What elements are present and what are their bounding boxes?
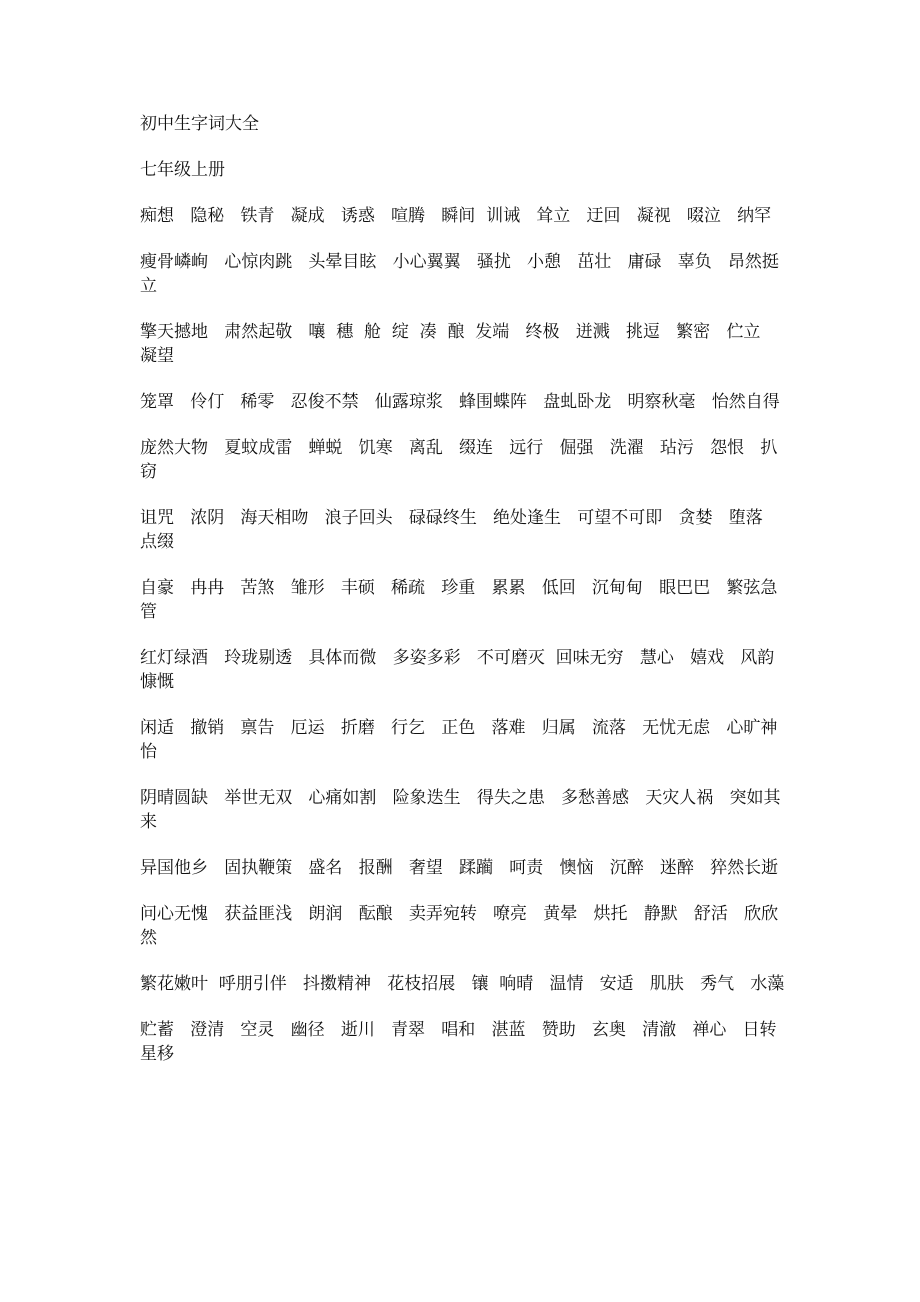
vocab-paragraph: 庞然大物 夏蚊成雷 蝉蜕 饥寒 离乱 缀连 远行 倔强 洗濯 玷污 怨恨 扒窃 <box>140 438 778 482</box>
vocab-paragraph: 异国他乡 固执鞭策 盛名 报酬 奢望 蹂躏 呵责 懊恼 沉醉 迷醉 猝然长逝 <box>140 858 779 878</box>
document-body <box>140 112 792 1088</box>
vocab-paragraph: 问心无愧 获益匪浅 朗润 酝酿 卖弄宛转 嘹亮 黄晕 烘托 静默 舒活 欣欣然 <box>140 904 779 948</box>
vocab-paragraph: 诅咒 浓阴 海天相吻 浪子回头 碌碌终生 绝处逢生 可望不可即 贪婪 堕落 点缀 <box>140 508 779 552</box>
vocab-paragraph: 闲适 撤销 禀告 厄运 折磨 行乞 正色 落难 归属 流落 无忧无虑 心旷神怡 <box>140 718 778 762</box>
section-heading: 七年级上册 <box>140 160 225 180</box>
vocab-paragraph: 痴想 隐秘 铁青 凝成 诱惑 喧腾 瞬间 训诫 耸立 迂回 凝视 啜泣 纳罕 <box>140 206 772 226</box>
vocab-paragraph: 瘦骨嶙峋 心惊肉跳 头晕目眩 小心翼翼 骚扰 小憩 茁壮 庸碌 辜负 昂然挺立 <box>140 252 779 296</box>
vocab-paragraph: 阴晴圆缺 举世无双 心痛如割 险象迭生 得失之患 多愁善感 天灾人祸 突如其来 <box>140 788 781 832</box>
vocab-paragraph: 贮蓄 澄清 空灵 幽径 逝川 青翠 唱和 湛蓝 赞助 玄奥 清澈 禅心 日转星移 <box>140 1020 777 1064</box>
vocab-paragraph: 红灯绿酒 玲珑剔透 具体而微 多姿多彩 不可磨灭 回味无穷 慧心 嬉戏 风韵 慷慨 <box>140 648 786 692</box>
vocab-paragraph: 自豪 冉冉 苦煞 雏形 丰硕 稀疏 珍重 累累 低回 沉甸甸 眼巴巴 繁弦急管 <box>140 578 778 622</box>
document-title: 初中生字词大全 <box>140 114 259 134</box>
vocab-paragraph: 繁花嫩叶 呼朋引伴 抖擞精神 花枝招展 镶 响晴 温情 安适 肌肤 秀气 水藻 <box>140 974 785 994</box>
vocab-paragraph: 擎天撼地 肃然起敬 嚷 穗 舱 绽 凑 酿 发端 终极 迸溅 挑逗 繁密 伫立 凝望 <box>140 322 777 366</box>
vocab-paragraph: 笼罩 伶仃 稀零 忍俊不禁 仙露琼浆 蜂围蝶阵 盘虬卧龙 明察秋毫 怡然自得 <box>140 392 780 412</box>
